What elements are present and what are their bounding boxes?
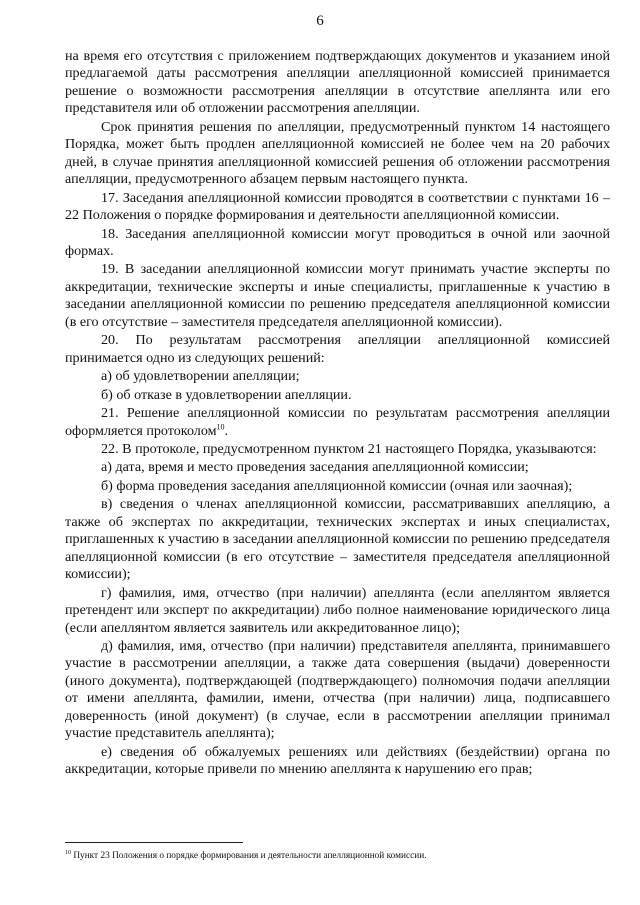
paragraph-22-item-a: а) дата, время и место проведения заседания апелляционной комиссии; [101, 459, 529, 476]
footnote-marker: 10 [65, 849, 71, 856]
paragraph-21-period: . [224, 422, 229, 439]
page-number: 6 [316, 13, 324, 29]
paragraph-22-item-v: в) сведения о членах апелляционной комиссии, рассматривавших апелляцию, а также об экспертах по аккредитации, технических экспертах и иных специалистах, приглашенных к участию в заседании апелляционной комиссии по решению председателя апелляционной комиссии (в его отсутствие – заместителя председателя апелляционной комиссии); [65, 496, 610, 583]
footnote-text: Пункт 23 Положения о порядке формирования и деятельности апелляционной комиссии. [73, 851, 427, 861]
paragraph-22-item-e: е) сведения об обжалуемых решениях или действиях (бездействии) органа по аккредитации, которые привели по мнению апеллянта к нарушению его прав; [65, 743, 610, 778]
paragraph-21-text: 21. Решение апелляционной комиссии по результатам рассмотрения апелляции оформляется протоколом [65, 405, 610, 439]
document-body [65, 48, 610, 780]
paragraph-17: 17. Заседания апелляционной комиссии проводятся в соответствии с пунктами 16 – 22 Положения о порядке формирования и деятельности апелляционной комиссии. [65, 189, 610, 224]
paragraph-22: 22. В протоколе, предусмотренном пунктом 21 настоящего Порядка, указываются: [101, 440, 597, 457]
paragraph-22-item-b: б) форма проведения заседания апелляционной комиссии (очная или заочная); [101, 477, 573, 494]
paragraph-continuation: на время его отсутствия с приложением подтверждающих документов и указанием иной предлагаемой даты рассмотрения апелляции апелляционной комиссией принимается решение о возможности рассмотрения апелляции в отсутствие апеллянта или его представителя или об отложении рассмотрения апелляции. [65, 48, 610, 117]
paragraph-22-item-g: г) фамилия, имя, отчество (при наличии) апеллянта (если апеллянтом является претендент или эксперт по аккредитации) либо полное наименование юридического лица (если апеллянтом является заявитель или аккредитованное лицо); [65, 584, 610, 636]
footnote [65, 850, 610, 862]
paragraph-22-item-d: д) фамилия, имя, отчество (при наличии) представителя апеллянта, принимавшего участие в рассмотрении апелляции, а также дата совершения (выдачи) доверенности (иного документа), подтверждающей (подтверждающего) полномочия подачи апелляции от имени апеллянта, фамилии, имени, отчества (при наличии) лица, подписавшего доверенность (иной документ) (в случае, если в рассмотрении апелляции принимал участие представитель апеллянта); [65, 637, 610, 742]
paragraph-20-item-a: а) об удовлетворении апелляции; [101, 368, 300, 385]
footnote-divider [65, 842, 243, 843]
paragraph-20: 20. По результатам рассмотрения апелляции апелляционной комиссией принимается одно из следующих решений: [65, 332, 610, 366]
paragraph-20-item-b: б) об отказе в удовлетворении апелляции. [101, 386, 352, 403]
paragraph-18: 18. Заседания апелляционной комиссии могут проводиться в очной или заочной формах. [65, 225, 610, 259]
paragraph-21 [65, 405, 610, 440]
paragraph-19: 19. В заседании апелляционной комиссии могут принимать участие эксперты по аккредитации, технические эксперты и иные специалисты, приглашенные к участию в заседании апелляционной комиссии по решению председателя апелляционной комиссии (в его отсутствие – заместителя председателя апелляционной комиссии). [65, 261, 610, 330]
paragraph-deadline-extension: Срок принятия решения по апелляции, предусмотренный пунктом 14 настоящего Порядка, может быть продлен апелляционной комиссией не более чем на 20 рабочих дней, в случае принятия апелляционной комиссией решения об отложении рассмотрения апелляции, предусмотренного абзацем первым настоящего пункта. [65, 118, 610, 188]
footnote-reference: 10 [216, 421, 225, 431]
